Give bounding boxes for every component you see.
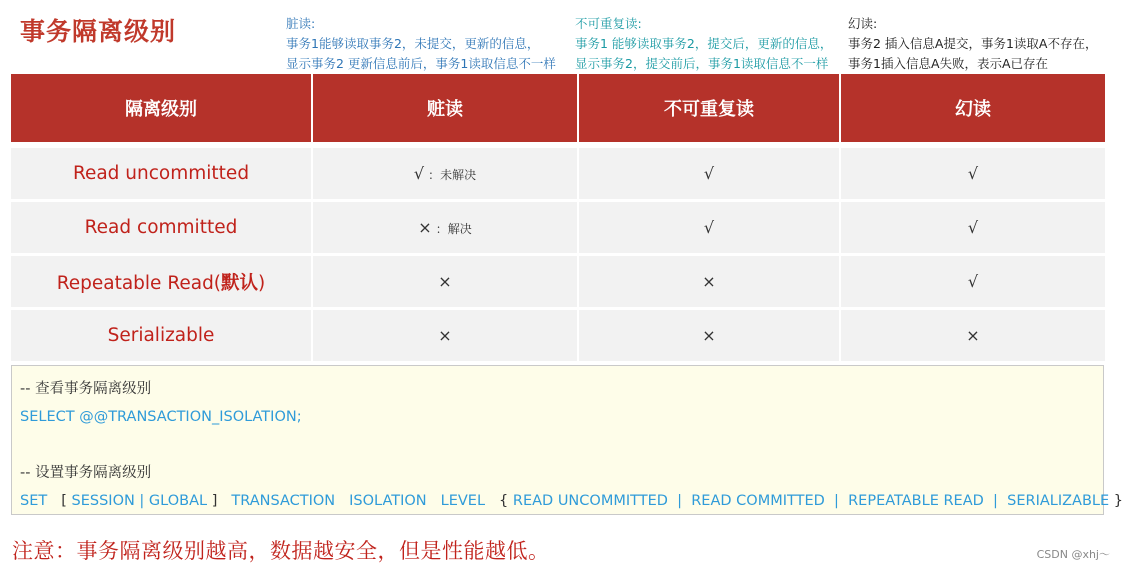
dirty-read-line-1: 事务1能够读取事务2，未提交，更新的信息， — [286, 36, 540, 51]
non-repeatable-read-line-2: 显示事务2，提交前后，事务1读取信息不一样 — [575, 56, 829, 71]
dirty-read-cell — [312, 255, 578, 309]
level-name-text: Repeatable Read( — [56, 272, 222, 294]
watermark-credit: CSDN @xhj～ — [1036, 548, 1110, 561]
level-name: Read committed — [11, 201, 312, 255]
level-name: Read uncommitted — [11, 147, 312, 201]
header-isolation-level: 隔离级别 — [11, 74, 312, 142]
phantom-read-cell — [840, 147, 1105, 201]
dirty-read-cell — [312, 201, 578, 255]
non-repeatable-read-cell — [578, 255, 840, 309]
non-repeatable-read-cell — [578, 201, 840, 255]
sql-scope: SESSION | GLOBAL — [71, 493, 208, 509]
sql-left-brace: { — [499, 493, 509, 509]
table-header-row — [11, 74, 1105, 142]
check-mark: √ — [967, 164, 979, 183]
phantom-read-cell — [840, 255, 1105, 309]
header-dirty-read: 赃读 — [312, 74, 578, 142]
cell-note: ：未解决 — [428, 168, 477, 182]
table-row — [11, 255, 1105, 309]
sql-set-keyword: SET — [20, 493, 48, 509]
sql-comment-set: -- 设置事务隔离级别 — [20, 465, 152, 481]
header-non-repeatable-read: 不可重复读 — [578, 74, 840, 142]
dirty-read-heading: 脏读: — [286, 16, 316, 31]
phantom-read-heading: 幻读: — [848, 16, 878, 31]
level-name-suffix: ) — [258, 272, 266, 294]
level-name: Serializable — [11, 309, 312, 363]
sql-select-statement: SELECT @@TRANSACTION_ISOLATION; — [20, 409, 302, 425]
cross-mark: × — [438, 326, 452, 345]
check-mark: √ — [967, 218, 979, 237]
table-row — [11, 309, 1105, 363]
sql-isolation-keyword: ISOLATION — [349, 493, 427, 509]
check-mark: √ — [703, 164, 715, 183]
sql-set-statement — [20, 487, 1123, 515]
cell-note: ：解决 — [435, 222, 472, 236]
check-mark: √ — [703, 218, 715, 237]
non-repeatable-read-cell — [578, 309, 840, 363]
page-title: 事务隔离级别 — [20, 17, 177, 46]
phantom-read-cell — [840, 309, 1105, 363]
check-mark: √ — [413, 164, 425, 183]
cross-mark: × — [702, 326, 716, 345]
sql-transaction-keyword: TRANSACTION — [231, 493, 336, 509]
non-repeatable-read-note — [575, 14, 832, 74]
cross-mark: × — [418, 218, 432, 237]
sql-level-options: READ UNCOMMITTED | READ COMMITTED | REPEATABLE READ | SERIALIZABLE — [512, 493, 1110, 509]
dirty-read-cell — [312, 147, 578, 201]
table-row — [11, 147, 1105, 201]
non-repeatable-read-heading: 不可重复读: — [575, 16, 642, 31]
dirty-read-line-2: 显示事务2 更新信息前后，事务1读取信息不一样 — [286, 56, 556, 71]
sql-comment-query: -- 查看事务隔离级别 — [20, 381, 152, 397]
phantom-read-line-2: 事务1插入信息A失败，表示A已存在 — [848, 56, 1049, 71]
check-mark: √ — [967, 272, 979, 291]
cross-mark: × — [438, 272, 452, 291]
table-row — [11, 201, 1105, 255]
phantom-read-line-1: 事务2 插入信息A提交，事务1读取A不存在， — [848, 36, 1098, 51]
non-repeatable-read-cell — [578, 147, 840, 201]
sql-right-bracket: ] — [211, 493, 218, 509]
phantom-read-note — [848, 14, 1097, 74]
sql-level-keyword: LEVEL — [440, 493, 486, 509]
phantom-read-cell — [840, 201, 1105, 255]
dirty-read-note — [286, 14, 556, 74]
non-repeatable-read-line-1: 事务1 能够读取事务2，提交后，更新的信息， — [575, 36, 833, 51]
header-phantom-read: 幻读 — [840, 74, 1105, 142]
blank-line — [20, 431, 1095, 459]
sql-left-bracket: [ — [61, 493, 67, 509]
cross-mark: × — [702, 272, 716, 291]
cross-mark: × — [966, 326, 980, 345]
default-label: 默认 — [221, 272, 259, 294]
dirty-read-cell — [312, 309, 578, 363]
isolation-level-table — [11, 74, 1105, 364]
sql-right-brace: } — [1113, 493, 1123, 509]
sql-code-box — [11, 365, 1123, 515]
level-name — [11, 255, 312, 309]
warning-note: 注意：事务隔离级别越高，数据越安全，但是性能越低。 — [12, 539, 550, 563]
